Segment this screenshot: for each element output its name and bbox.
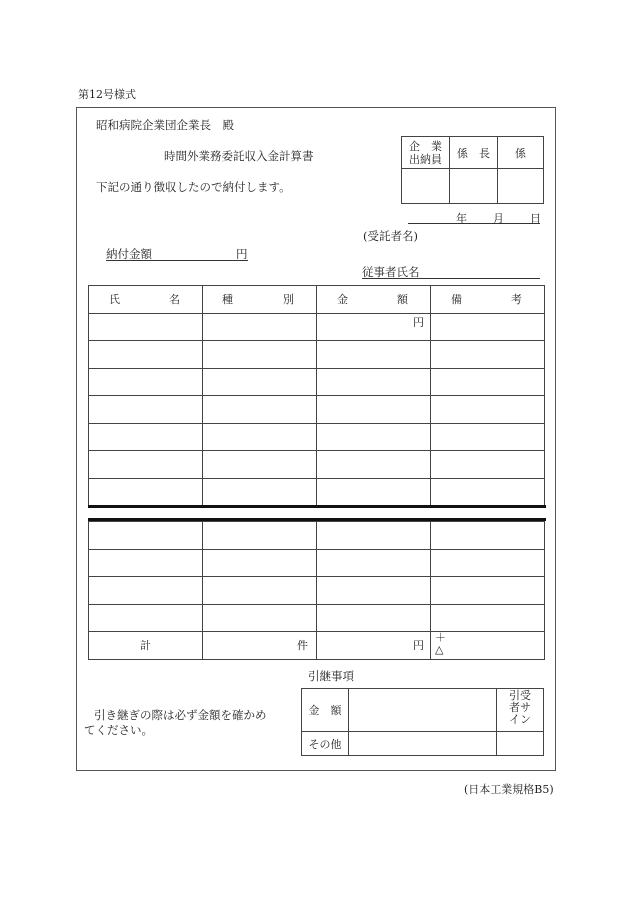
approval-treasurer-header: 企 業 出納員 [402,137,450,169]
total-label-cell: 計 [89,632,203,660]
cell-name[interactable] [89,451,203,479]
cell-type[interactable] [203,478,317,506]
cell-type[interactable] [203,313,317,341]
cell-amount[interactable] [317,396,431,424]
cell-type[interactable] [203,522,317,550]
table-row [89,313,545,341]
cell-amount[interactable] [317,577,431,605]
cell-remarks[interactable] [431,341,545,369]
payment-amount-label: 納付金額 [106,247,152,261]
cell-remarks[interactable] [431,549,545,577]
cell-remarks[interactable] [431,604,545,632]
cell-name[interactable] [89,368,203,396]
cell-remarks[interactable] [431,522,545,550]
cell-type[interactable] [203,577,317,605]
handover-signature-field[interactable] [497,732,544,756]
cell-type[interactable] [203,396,317,424]
cell-amount[interactable] [317,451,431,479]
approval-treasurer-stamp[interactable] [402,169,450,204]
cell-remarks[interactable] [431,478,545,506]
header-amount: 金 額 [317,286,431,314]
handover-other-label: その他 [302,732,349,756]
total-amount-cell[interactable]: 円 [317,632,431,660]
approval-chief-header: 係 長 [450,137,498,169]
cell-amount[interactable] [317,604,431,632]
cell-amount[interactable] [317,368,431,396]
table-row [89,423,545,451]
header-remarks: 備 考 [431,286,545,314]
total-count-cell[interactable]: 件 [203,632,317,660]
cell-name[interactable] [89,549,203,577]
document-title: 時間外業務委託収入金計算書 [164,149,314,163]
cell-name[interactable] [89,577,203,605]
total-row [89,632,545,660]
cell-name[interactable] [89,604,203,632]
handover-table [301,688,544,756]
worker-name-label: 従事者氏名 [362,265,420,279]
header-type: 種 別 [203,286,317,314]
form-number: 第12号様式 [78,88,136,101]
cell-amount[interactable] [317,423,431,451]
approval-chief-stamp[interactable] [450,169,498,204]
cell-remarks[interactable] [431,577,545,605]
income-table-lower [88,521,545,660]
cell-remarks[interactable] [431,423,545,451]
handover-signature-label: 引受 者サ イン [497,689,544,732]
cell-amount[interactable]: 円 [317,313,431,341]
cell-amount[interactable] [317,478,431,506]
cell-name[interactable] [89,396,203,424]
table-row [89,451,545,479]
table-row [89,341,545,369]
cell-remarks[interactable] [431,396,545,424]
date-year: 年 [456,212,467,225]
addressee: 昭和病院企業団企業長 殿 [96,118,234,132]
income-table-upper [88,285,545,506]
trustee-label: (受託者名) [363,229,418,243]
statement-text: 下記の通り徴収したので納付します。 [96,180,291,194]
cell-remarks[interactable] [431,313,545,341]
cell-type[interactable] [203,604,317,632]
header-name: 氏 名 [89,286,203,314]
handover-note: 引き継ぎの際は必ず金額を確かめてください。 [84,708,267,737]
cell-type[interactable] [203,423,317,451]
table-row [89,478,545,506]
total-remarks-cell[interactable] [431,632,545,660]
handover-other-field[interactable] [349,732,497,756]
cell-amount[interactable] [317,341,431,369]
cell-remarks[interactable] [431,451,545,479]
date-month: 月 [493,212,504,225]
cell-type[interactable] [203,549,317,577]
table-row [89,368,545,396]
table-header-row [89,286,545,314]
table-break-line-top [88,505,546,508]
plus-minus-symbols: ＋ △ [435,631,446,656]
cell-name[interactable] [89,522,203,550]
table-row [89,396,545,424]
handover-title: 引継事項 [308,669,354,683]
table-row [89,522,545,550]
table-row [89,577,545,605]
date-day: 日 [530,212,541,225]
cell-name[interactable] [89,313,203,341]
approval-stamp-table [401,136,544,204]
cell-amount[interactable] [317,522,431,550]
cell-name[interactable] [89,341,203,369]
cell-type[interactable] [203,341,317,369]
approval-staff-header: 係 [498,137,544,169]
cell-name[interactable] [89,478,203,506]
cell-remarks[interactable] [431,368,545,396]
cell-amount[interactable] [317,549,431,577]
table-row [89,604,545,632]
payment-amount-yen: 円 [236,247,248,261]
table-row [89,549,545,577]
cell-type[interactable] [203,368,317,396]
cell-name[interactable] [89,423,203,451]
handover-amount-field[interactable] [349,689,497,732]
approval-staff-stamp[interactable] [498,169,544,204]
cell-type[interactable] [203,451,317,479]
footer-standard: (日本工業規格B5) [464,783,554,796]
handover-amount-label: 金 額 [302,689,349,732]
date-line[interactable] [408,210,540,224]
